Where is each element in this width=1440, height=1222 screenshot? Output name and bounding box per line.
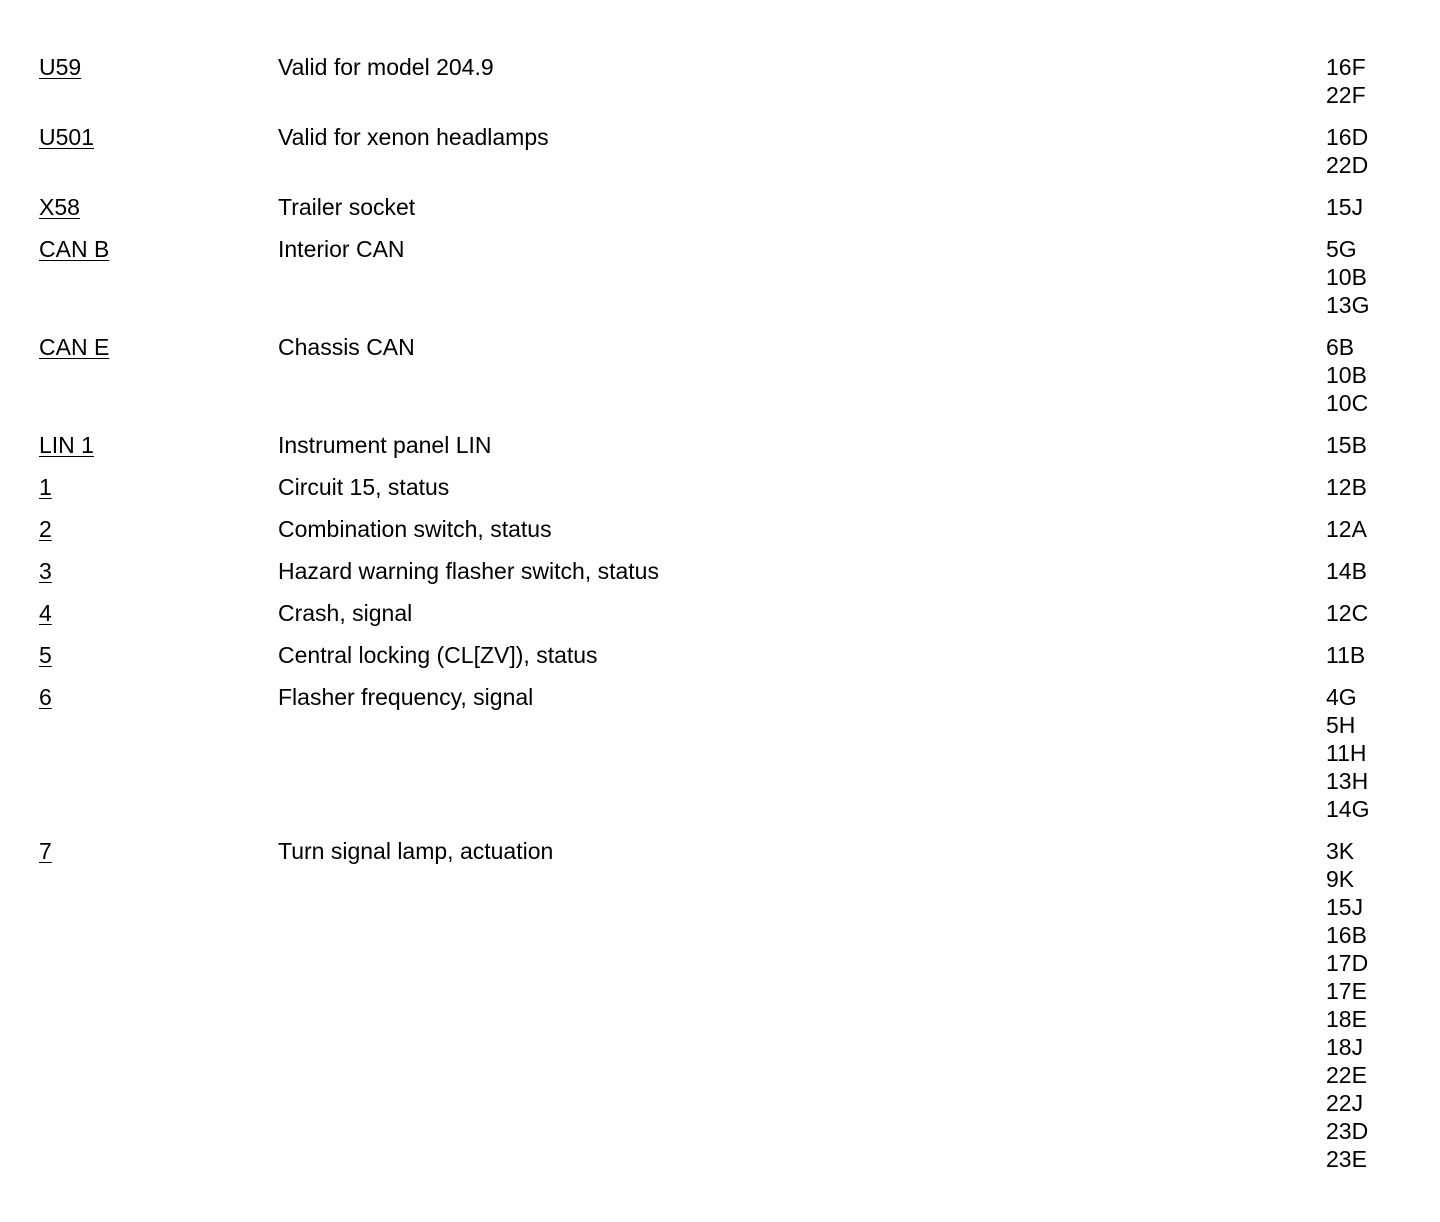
grid-reference: 16F [1326,54,1366,80]
legend-description: Trailer socket [278,194,416,220]
legend-row [0,515,1440,543]
legend-references [1326,193,1440,221]
grid-reference: 22J [1326,1090,1364,1116]
legend-description: Flasher frequency, signal [278,684,534,710]
legend-row [0,123,1440,179]
grid-reference: 15J [1326,894,1364,920]
legend-row [0,683,1440,823]
legend-description: Circuit 15, status [278,474,450,500]
legend-references [1326,53,1440,109]
grid-reference: 11B [1326,642,1366,668]
grid-reference: 18J [1326,1034,1364,1060]
grid-reference: 14B [1326,558,1367,584]
legend-description: Valid for xenon headlamps [278,124,549,150]
legend-code-link[interactable]: CAN B [39,236,110,262]
legend-description: Instrument panel LIN [278,432,492,458]
grid-reference: 17E [1326,978,1367,1004]
legend-references [1326,641,1440,669]
legend-description: Interior CAN [278,236,405,262]
legend-code-link[interactable]: 4 [39,600,52,626]
grid-reference: 18E [1326,1006,1367,1032]
legend-table [0,53,1440,1187]
grid-reference: 5H [1326,712,1356,738]
legend-references [1326,837,1440,1173]
grid-reference: 14G [1326,796,1370,822]
legend-description: Turn signal lamp, actuation [278,838,554,864]
grid-reference: 16D [1326,124,1369,150]
grid-reference: 15B [1326,432,1367,458]
grid-reference: 23D [1326,1118,1369,1144]
legend-description: Hazard warning flasher switch, status [278,558,659,584]
grid-reference: 12B [1326,474,1367,500]
legend-row [0,235,1440,319]
legend-description: Central locking (CL[ZV]), status [278,642,598,668]
grid-reference: 15J [1326,194,1364,220]
legend-description: Combination switch, status [278,516,552,542]
legend-description: Valid for model 204.9 [278,54,494,80]
legend-row [0,641,1440,669]
grid-reference: 10C [1326,390,1369,416]
grid-reference: 13G [1326,292,1370,318]
legend-description: Crash, signal [278,600,413,626]
legend-row [0,837,1440,1173]
grid-reference: 10B [1326,362,1367,388]
legend-code-link[interactable]: 6 [39,684,52,710]
legend-code-link[interactable]: CAN E [39,334,110,360]
legend-code-link[interactable]: 3 [39,558,52,584]
legend-row [0,333,1440,417]
legend-references [1326,515,1440,543]
legend-code-link[interactable]: U59 [39,54,82,80]
legend-code-link[interactable]: 7 [39,838,52,864]
legend-references [1326,333,1440,417]
legend-row [0,599,1440,627]
grid-reference: 4G [1326,684,1357,710]
grid-reference: 22E [1326,1062,1367,1088]
grid-reference: 23E [1326,1146,1367,1172]
legend-references [1326,683,1440,823]
legend-row [0,473,1440,501]
grid-reference: 17D [1326,950,1369,976]
grid-reference: 3K [1326,838,1355,864]
legend-code-link[interactable]: 2 [39,516,52,542]
legend-references [1326,599,1440,627]
grid-reference: 10B [1326,264,1367,290]
grid-reference: 11H [1326,740,1367,766]
legend-row [0,557,1440,585]
legend-references [1326,123,1440,179]
legend-row [0,53,1440,109]
legend-row [0,431,1440,459]
legend-references [1326,431,1440,459]
grid-reference: 22D [1326,152,1369,178]
grid-reference: 13H [1326,768,1369,794]
grid-reference: 6B [1326,334,1355,360]
grid-reference: 5G [1326,236,1357,262]
legend-code-link[interactable]: X58 [39,194,80,220]
legend-description: Chassis CAN [278,334,415,360]
legend-references [1326,557,1440,585]
grid-reference: 22F [1326,82,1366,108]
grid-reference: 9K [1326,866,1355,892]
legend-code-link[interactable]: 5 [39,642,52,668]
grid-reference: 12C [1326,600,1369,626]
legend-code-link[interactable]: LIN 1 [39,432,94,458]
grid-reference: 16B [1326,922,1367,948]
legend-references [1326,235,1440,319]
legend-code-link[interactable]: U501 [39,124,94,150]
legend-row [0,193,1440,221]
legend-references [1326,473,1440,501]
grid-reference: 12A [1326,516,1367,542]
legend-code-link[interactable]: 1 [39,474,52,500]
